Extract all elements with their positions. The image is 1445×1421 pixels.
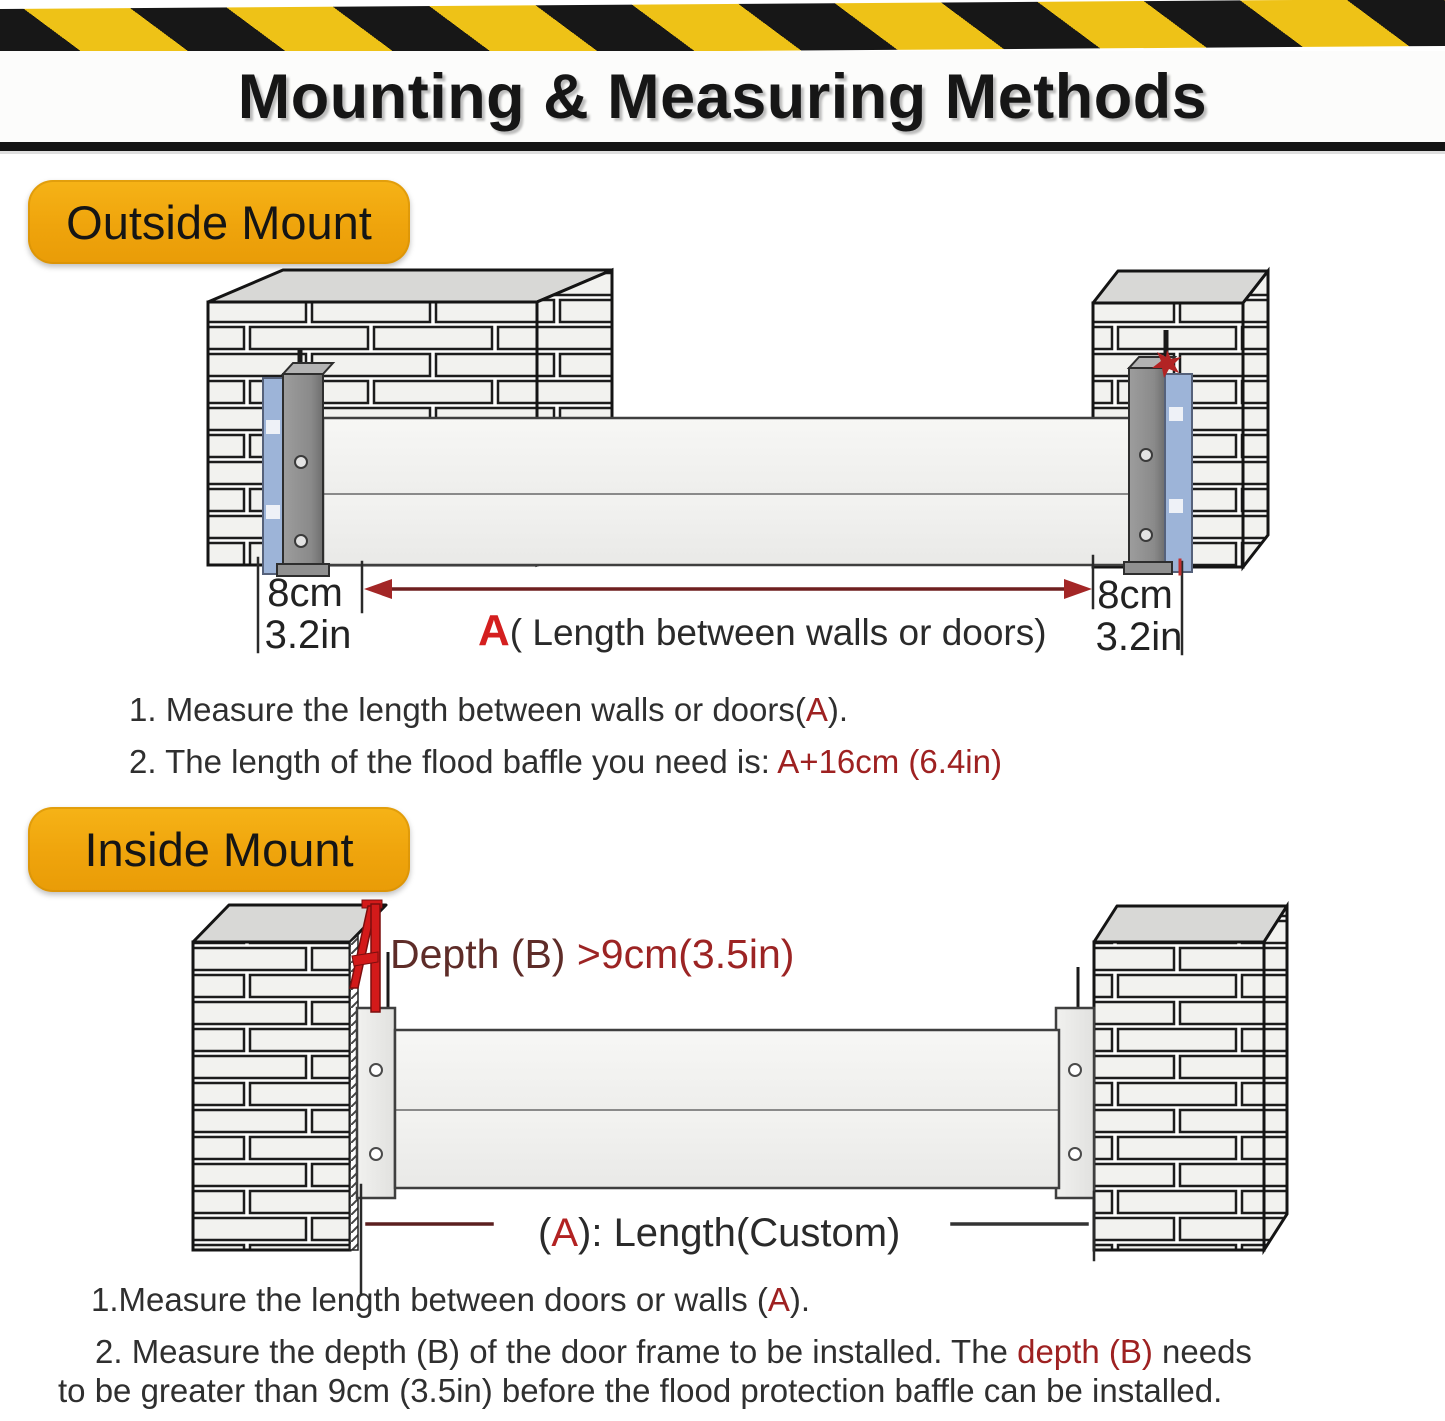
outside-step-1-text: 1. Measure the length between walls or doors( xyxy=(129,691,806,728)
inside-step-2-line2: to be greater than 9cm (3.5in) before the flood protection baffle can be installed. xyxy=(58,1372,1223,1409)
inside-step-1-accent: A xyxy=(767,1281,790,1318)
inside-step-2 xyxy=(58,1332,1445,1410)
inside-step-1-text: 1.Measure the length between doors or walls ( xyxy=(91,1281,768,1318)
arrowhead-right xyxy=(1064,579,1092,599)
inside-step-2-part2: needs xyxy=(1152,1333,1252,1370)
depth-label: Depth (B) >9cm(3.5in) xyxy=(390,931,795,977)
dim-right-inch: 3.2in xyxy=(1095,615,1183,659)
outside-mount-diagram xyxy=(208,270,1268,659)
dim-left-inch: 3.2in xyxy=(264,613,352,657)
inside-mount-diagram xyxy=(193,900,1287,1293)
outside-step-1-suffix: ). xyxy=(827,691,849,728)
outside-step-2 xyxy=(129,743,1002,782)
page-title: Mounting & Measuring Methods xyxy=(237,61,1208,132)
length-between-walls-label: A( Length between walls or doors) xyxy=(478,606,1047,655)
outside-flood-barrier-panel xyxy=(323,418,1130,565)
outside-mount-label-text: Outside Mount xyxy=(66,195,372,249)
inside-mount-label-text: Inside Mount xyxy=(84,823,354,876)
outside-step-1-accent: A xyxy=(805,691,828,728)
inside-step-2-accent: depth (B) xyxy=(1017,1333,1153,1370)
outside-step-2-accent: A+16cm (6.4in) xyxy=(777,743,1002,780)
inside-flood-barrier-panel xyxy=(395,1030,1059,1188)
inside-step-2-part1: 2. Measure the depth (B) of the door frame to be installed. The xyxy=(95,1333,1018,1370)
dim-left-cm: 8cm xyxy=(267,571,343,615)
inside-step-1-suffix: ). xyxy=(789,1281,811,1318)
arrowhead-left xyxy=(364,579,392,599)
inside-step-1 xyxy=(91,1281,810,1320)
inside-right-pillar xyxy=(1094,906,1287,1250)
outside-step-1 xyxy=(129,691,848,730)
custom-length-label: (A): Length(Custom) xyxy=(538,1211,901,1255)
dim-right-cm: 8cm xyxy=(1097,573,1173,617)
outside-step-2-text: 2. The length of the flood baffle you need is: xyxy=(129,743,778,780)
outside-left-bracket xyxy=(263,350,333,576)
